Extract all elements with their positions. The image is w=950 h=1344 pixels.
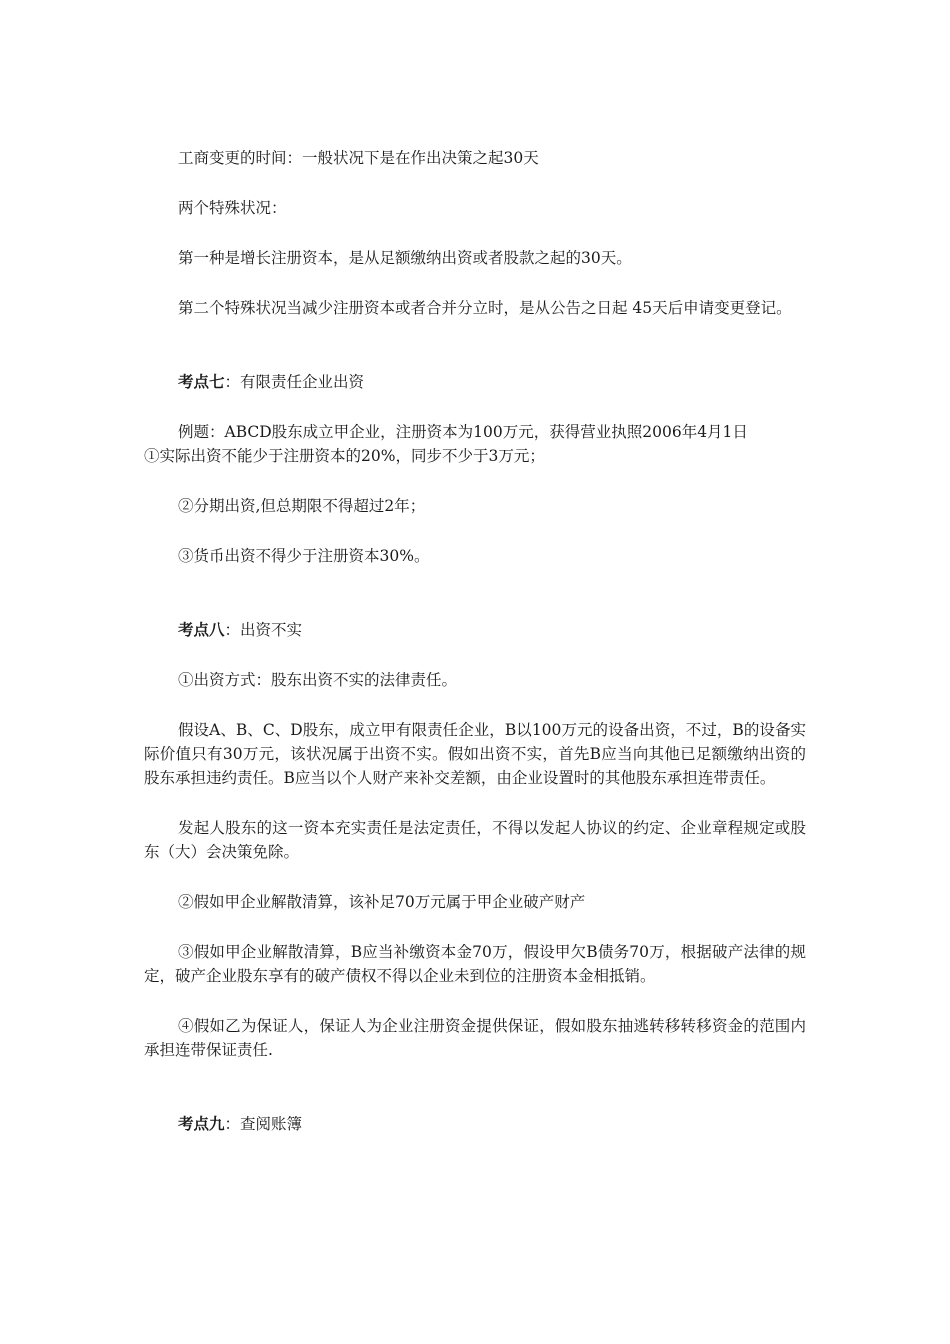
heading-point-nine-label: 考点九 <box>178 1114 225 1133</box>
paragraph-contribution-method: ①出资方式：股东出资不实的法律责任。 <box>178 671 458 689</box>
heading-point-eight <box>144 618 806 642</box>
paragraph-dissolution: ②假如甲企业解散清算，该补足70万元属于甲企业破产财产 <box>178 893 586 911</box>
paragraph-change-time: 工商变更的时间：一般状况下是在作出决策之起30天 <box>178 149 539 167</box>
heading-point-nine-text: ：查阅账簿 <box>224 1115 303 1133</box>
heading-point-eight-text: ：出资不实 <box>224 621 303 639</box>
paragraph-example-line1: 例题：ABCD股东成立甲企业，注册资本为100万元，获得营业执照2006年4月1日 <box>178 423 748 441</box>
paragraph-bankruptcy: ③假如甲企业解散清算，B应当补缴资本金70万，假设甲欠B债务70万，根据破产法律的规定，破产企业股东享有的破产债权不得以企业未到位的注册资本金相抵销。 <box>144 943 806 985</box>
paragraph-special-cases: 两个特殊状况： <box>178 199 287 217</box>
paragraph-currency: ③货币出资不得少于注册资本30%。 <box>178 547 430 565</box>
paragraph-hypothesis: 假设A、B、C、D股东，成立甲有限责任企业，B以100万元的设备出资，不过，B的设备实际价值只有30万元，该状况属于出资不实。假如出资不实，首先B应当向其他已足额缴纳出资的股东承担违约责任。B应当以个人财产来补交差额，由企业设置时的其他股东承担连带责任。 <box>144 721 806 787</box>
heading-point-seven-label: 考点七 <box>178 372 225 391</box>
paragraph-case-two: 第二个特殊状况当减少注册资本或者合并分立时，是从公告之日起 45天后申请变更登记。 <box>178 299 792 317</box>
paragraph-example-line2: ①实际出资不能少于注册资本的20%，同步不少于3万元； <box>144 447 545 465</box>
heading-point-seven-text: ：有限责任企业出资 <box>224 373 365 391</box>
heading-point-seven <box>144 370 806 394</box>
heading-point-eight-label: 考点八 <box>178 620 225 639</box>
paragraph-statutory-liability: 发起人股东的这一资本充实责任是法定责任，不得以发起人协议的约定、企业章程规定或股东（大）会决策免除。 <box>144 819 806 861</box>
heading-point-nine <box>144 1112 806 1136</box>
paragraph-example <box>144 420 806 468</box>
document-page <box>144 146 806 1136</box>
paragraph-case-one: 第一种是增长注册资本，是从足额缴纳出资或者股款之起的30天。 <box>178 249 632 267</box>
paragraph-guarantor: ④假如乙为保证人，保证人为企业注册资金提供保证，假如股东抽逃转移转移资金的范围内承担连带保证责任. <box>144 1017 806 1059</box>
paragraph-installment: ②分期出资,但总期限不得超过2年； <box>178 497 426 515</box>
